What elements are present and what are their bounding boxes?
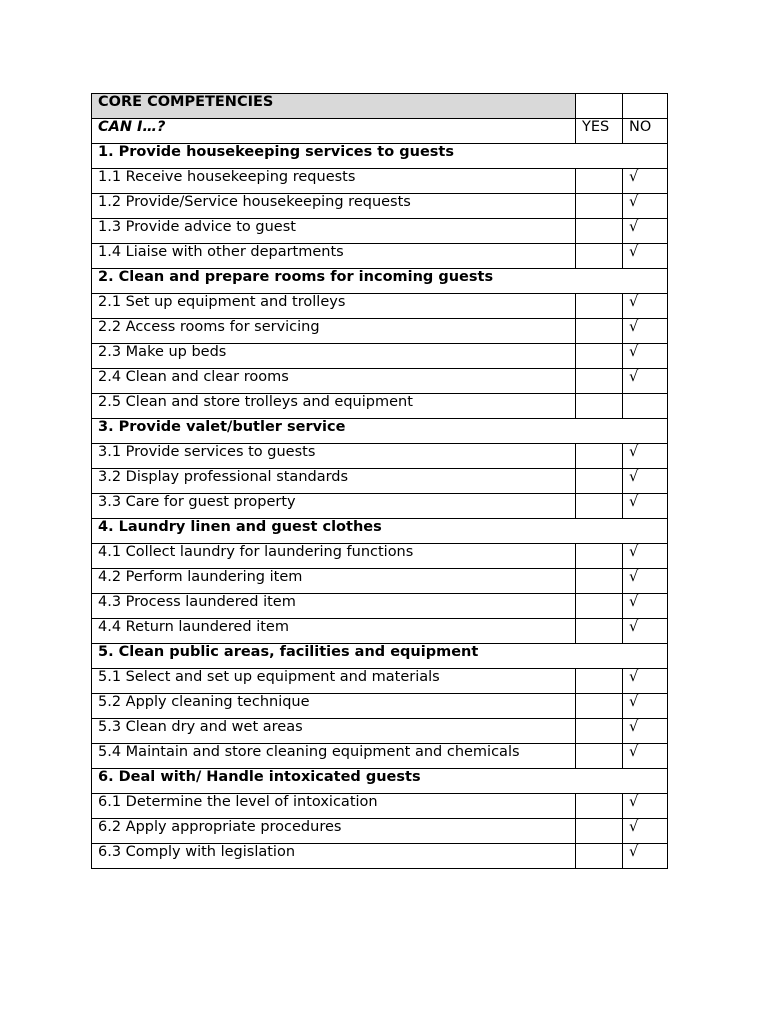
competency-label: 2.5 Clean and store trolleys and equipment: [92, 394, 576, 419]
section-row: [92, 419, 668, 444]
section-row: [92, 144, 668, 169]
no-checkmark-cell: √: [623, 344, 668, 369]
competency-label: 2.4 Clean and clear rooms: [92, 369, 576, 394]
competency-label: 3.3 Care for guest property: [92, 494, 576, 519]
yes-cell: [576, 319, 623, 344]
competency-row: [92, 694, 668, 719]
yes-cell: [576, 494, 623, 519]
no-checkmark-cell: √: [623, 719, 668, 744]
no-checkmark-cell: √: [623, 319, 668, 344]
no-checkmark-cell: [623, 394, 668, 419]
competency-row: [92, 494, 668, 519]
competency-row: [92, 819, 668, 844]
competency-label: 1.1 Receive housekeeping requests: [92, 169, 576, 194]
header-no-blank-cell: [623, 94, 668, 119]
yes-cell: [576, 244, 623, 269]
section-heading: 5. Clean public areas, facilities and equipment: [92, 644, 668, 669]
competency-label: 4.1 Collect laundry for laundering functions: [92, 544, 576, 569]
competency-row: [92, 669, 668, 694]
no-checkmark-cell: √: [623, 619, 668, 644]
competency-label: 2.2 Access rooms for servicing: [92, 319, 576, 344]
competency-label: 3.2 Display professional standards: [92, 469, 576, 494]
competency-label: 6.2 Apply appropriate procedures: [92, 819, 576, 844]
no-checkmark-cell: √: [623, 169, 668, 194]
competencies-table-body: [92, 94, 668, 869]
no-checkmark-cell: √: [623, 219, 668, 244]
competency-label: 4.4 Return laundered item: [92, 619, 576, 644]
yes-column-header: YES: [576, 119, 623, 144]
header-row: [92, 94, 668, 119]
no-checkmark-cell: √: [623, 844, 668, 869]
section-heading: 1. Provide housekeeping services to guests: [92, 144, 668, 169]
yes-cell: [576, 394, 623, 419]
section-heading: 2. Clean and prepare rooms for incoming guests: [92, 269, 668, 294]
competency-label: 5.4 Maintain and store cleaning equipment and chemicals: [92, 744, 576, 769]
competency-row: [92, 719, 668, 744]
yes-cell: [576, 194, 623, 219]
yes-cell: [576, 794, 623, 819]
question-row: [92, 119, 668, 144]
yes-cell: [576, 669, 623, 694]
competency-label: 4.3 Process laundered item: [92, 594, 576, 619]
competency-row: [92, 394, 668, 419]
no-checkmark-cell: √: [623, 569, 668, 594]
no-column-header: NO: [623, 119, 668, 144]
no-checkmark-cell: √: [623, 369, 668, 394]
no-checkmark-cell: √: [623, 669, 668, 694]
competency-row: [92, 794, 668, 819]
competency-row: [92, 619, 668, 644]
yes-cell: [576, 819, 623, 844]
no-checkmark-cell: √: [623, 244, 668, 269]
section-heading: 3. Provide valet/butler service: [92, 419, 668, 444]
yes-cell: [576, 344, 623, 369]
competency-row: [92, 444, 668, 469]
no-checkmark-cell: √: [623, 444, 668, 469]
yes-cell: [576, 169, 623, 194]
competency-label: 2.1 Set up equipment and trolleys: [92, 294, 576, 319]
competency-row: [92, 369, 668, 394]
yes-cell: [576, 544, 623, 569]
section-row: [92, 769, 668, 794]
competency-row: [92, 744, 668, 769]
yes-cell: [576, 294, 623, 319]
no-checkmark-cell: √: [623, 544, 668, 569]
header-yes-blank-cell: [576, 94, 623, 119]
yes-cell: [576, 219, 623, 244]
yes-cell: [576, 719, 623, 744]
competency-label: 1.3 Provide advice to guest: [92, 219, 576, 244]
no-checkmark-cell: √: [623, 194, 668, 219]
competency-label: 3.1 Provide services to guests: [92, 444, 576, 469]
yes-cell: [576, 369, 623, 394]
competency-label: 6.3 Comply with legislation: [92, 844, 576, 869]
yes-cell: [576, 744, 623, 769]
competency-label: 4.2 Perform laundering item: [92, 569, 576, 594]
yes-cell: [576, 694, 623, 719]
competency-row: [92, 169, 668, 194]
competency-row: [92, 319, 668, 344]
can-i-question: CAN I…?: [92, 119, 576, 144]
yes-cell: [576, 594, 623, 619]
competency-label: 5.2 Apply cleaning technique: [92, 694, 576, 719]
yes-cell: [576, 469, 623, 494]
no-checkmark-cell: √: [623, 494, 668, 519]
competency-label: 1.4 Liaise with other departments: [92, 244, 576, 269]
yes-cell: [576, 569, 623, 594]
competency-row: [92, 344, 668, 369]
yes-cell: [576, 619, 623, 644]
no-checkmark-cell: √: [623, 819, 668, 844]
section-row: [92, 269, 668, 294]
no-checkmark-cell: √: [623, 694, 668, 719]
competency-label: 6.1 Determine the level of intoxication: [92, 794, 576, 819]
no-checkmark-cell: √: [623, 294, 668, 319]
competency-row: [92, 294, 668, 319]
section-row: [92, 644, 668, 669]
competency-row: [92, 469, 668, 494]
competency-label: 1.2 Provide/Service housekeeping requests: [92, 194, 576, 219]
yes-cell: [576, 444, 623, 469]
competency-row: [92, 244, 668, 269]
no-checkmark-cell: √: [623, 594, 668, 619]
competency-row: [92, 544, 668, 569]
competency-row: [92, 194, 668, 219]
competency-label: 5.3 Clean dry and wet areas: [92, 719, 576, 744]
competency-row: [92, 844, 668, 869]
table-title: CORE COMPETENCIES: [92, 94, 576, 119]
competency-label: 2.3 Make up beds: [92, 344, 576, 369]
competency-label: 5.1 Select and set up equipment and materials: [92, 669, 576, 694]
no-checkmark-cell: √: [623, 794, 668, 819]
no-checkmark-cell: √: [623, 469, 668, 494]
competency-row: [92, 569, 668, 594]
section-heading: 6. Deal with/ Handle intoxicated guests: [92, 769, 668, 794]
no-checkmark-cell: √: [623, 744, 668, 769]
section-heading: 4. Laundry linen and guest clothes: [92, 519, 668, 544]
competency-row: [92, 219, 668, 244]
competency-row: [92, 594, 668, 619]
yes-cell: [576, 844, 623, 869]
core-competencies-table: [91, 93, 668, 869]
section-row: [92, 519, 668, 544]
